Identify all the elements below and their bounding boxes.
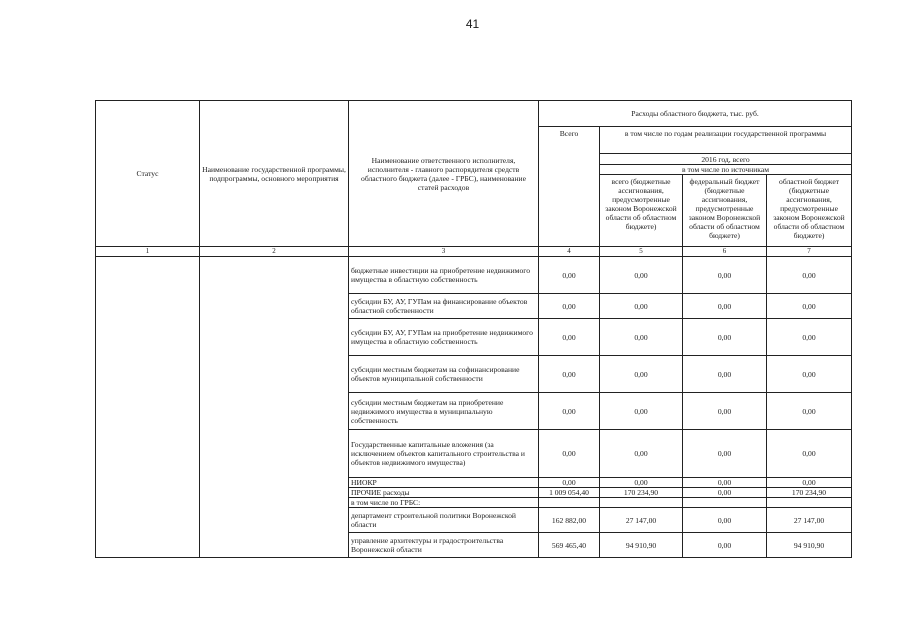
row-value-federal: 0,00 [683, 508, 767, 533]
row-label: НИОКР [349, 478, 539, 488]
table-row [96, 257, 852, 294]
row-value-year: 0,00 [600, 319, 683, 356]
row-value-year: 0,00 [600, 478, 683, 488]
row-value-total: 0,00 [539, 356, 600, 393]
row-value-regional: 0,00 [767, 393, 852, 430]
column-number: 7 [767, 247, 852, 257]
row-value-regional: 27 147,00 [767, 508, 852, 533]
row-value-regional: 0,00 [767, 319, 852, 356]
budget-table [95, 100, 852, 558]
header-program: Наименование государственной программы, подпрограммы, основного мероприятия [200, 101, 349, 247]
header-budget-expenses: Расходы областного бюджета, тыс. руб. [539, 101, 852, 127]
row-label: в том числе по ГРБС: [349, 498, 539, 508]
row-value-regional: 170 234,90 [767, 488, 852, 498]
row-value-total: 0,00 [539, 294, 600, 319]
row-value-total: 1 009 054,40 [539, 488, 600, 498]
row-label: субсидии местным бюджетам на приобретение недвижимого имущества в муниципальную собственность [349, 393, 539, 430]
row-label: департамент строительной политики Воронежской области [349, 508, 539, 533]
row-value-total: 0,00 [539, 393, 600, 430]
row-value-total: 569 465,40 [539, 533, 600, 558]
row-value-regional: 94 910,90 [767, 533, 852, 558]
row-value-total: 0,00 [539, 257, 600, 294]
row-value-federal: 0,00 [683, 356, 767, 393]
header-year-total: 2016 год, всего [600, 154, 852, 165]
header-total: Всего [539, 127, 600, 247]
row-value-year [600, 498, 683, 508]
header-source-federal: федеральный бюджет (бюджетные ассигнования, предусмотренные законом Воронежской области об областном бюджете) [683, 175, 767, 247]
header-source-regional: областной бюджет (бюджетные ассигнования, предусмотренные законом Воронежской области об областном бюджете) [767, 175, 852, 247]
row-value-year: 0,00 [600, 393, 683, 430]
row-value-federal: 0,00 [683, 533, 767, 558]
column-number: 1 [96, 247, 200, 257]
row-value-federal [683, 498, 767, 508]
row-value-federal: 0,00 [683, 294, 767, 319]
row-value-year: 0,00 [600, 356, 683, 393]
header-by-years: в том числе по годам реализации государственной программы [600, 127, 852, 154]
row-label: субсидии БУ, АУ, ГУПам на приобретение недвижимого имущества в областную собственность [349, 319, 539, 356]
column-number: 6 [683, 247, 767, 257]
column-number: 2 [200, 247, 349, 257]
row-value-year: 94 910,90 [600, 533, 683, 558]
program-cell [200, 257, 349, 558]
row-value-year: 0,00 [600, 294, 683, 319]
row-value-year: 0,00 [600, 430, 683, 478]
row-value-total [539, 498, 600, 508]
row-label: бюджетные инвестиции на приобретение недвижимого имущества в областную собственность [349, 257, 539, 294]
row-value-regional: 0,00 [767, 478, 852, 488]
row-value-federal: 0,00 [683, 478, 767, 488]
row-value-total: 0,00 [539, 478, 600, 488]
column-number-row [96, 247, 852, 257]
column-number: 4 [539, 247, 600, 257]
row-value-total: 0,00 [539, 319, 600, 356]
row-value-federal: 0,00 [683, 393, 767, 430]
status-cell [96, 257, 200, 558]
row-label: субсидии БУ, АУ, ГУПам на финансирование объектов областной собственности [349, 294, 539, 319]
column-number: 5 [600, 247, 683, 257]
row-value-federal: 0,00 [683, 257, 767, 294]
row-label: ПРОЧИЕ расходы [349, 488, 539, 498]
row-value-total: 162 882,00 [539, 508, 600, 533]
column-number: 3 [349, 247, 539, 257]
row-value-regional: 0,00 [767, 257, 852, 294]
row-value-year: 0,00 [600, 257, 683, 294]
row-label: Государственные капитальные вложения (за исключением объектов капитального строительства и объектов недвижимого имущества) [349, 430, 539, 478]
row-value-regional [767, 498, 852, 508]
header-status: Статус [96, 101, 200, 247]
row-value-total: 0,00 [539, 430, 600, 478]
row-label: субсидии местным бюджетам на софинансирование объектов муниципальной собственности [349, 356, 539, 393]
header-source-all: всего (бюджетные ассигнования, предусмотренные законом Воронежской области об областном бюджете) [600, 175, 683, 247]
row-value-federal: 0,00 [683, 430, 767, 478]
row-value-federal: 0,00 [683, 488, 767, 498]
row-value-regional: 0,00 [767, 294, 852, 319]
row-label: управление архитектуры и градостроительства Воронежской области [349, 533, 539, 558]
row-value-federal: 0,00 [683, 319, 767, 356]
row-value-year: 27 147,00 [600, 508, 683, 533]
row-value-regional: 0,00 [767, 430, 852, 478]
row-value-year: 170 234,90 [600, 488, 683, 498]
page-number: 41 [465, 17, 480, 31]
row-value-regional: 0,00 [767, 356, 852, 393]
header-by-sources: в том числе по источникам [600, 165, 852, 175]
header-executor: Наименование ответственного исполнителя, исполнителя - главного распорядителя средств областного бюджета (далее - ГРБС), наименование статей расходов [349, 101, 539, 247]
